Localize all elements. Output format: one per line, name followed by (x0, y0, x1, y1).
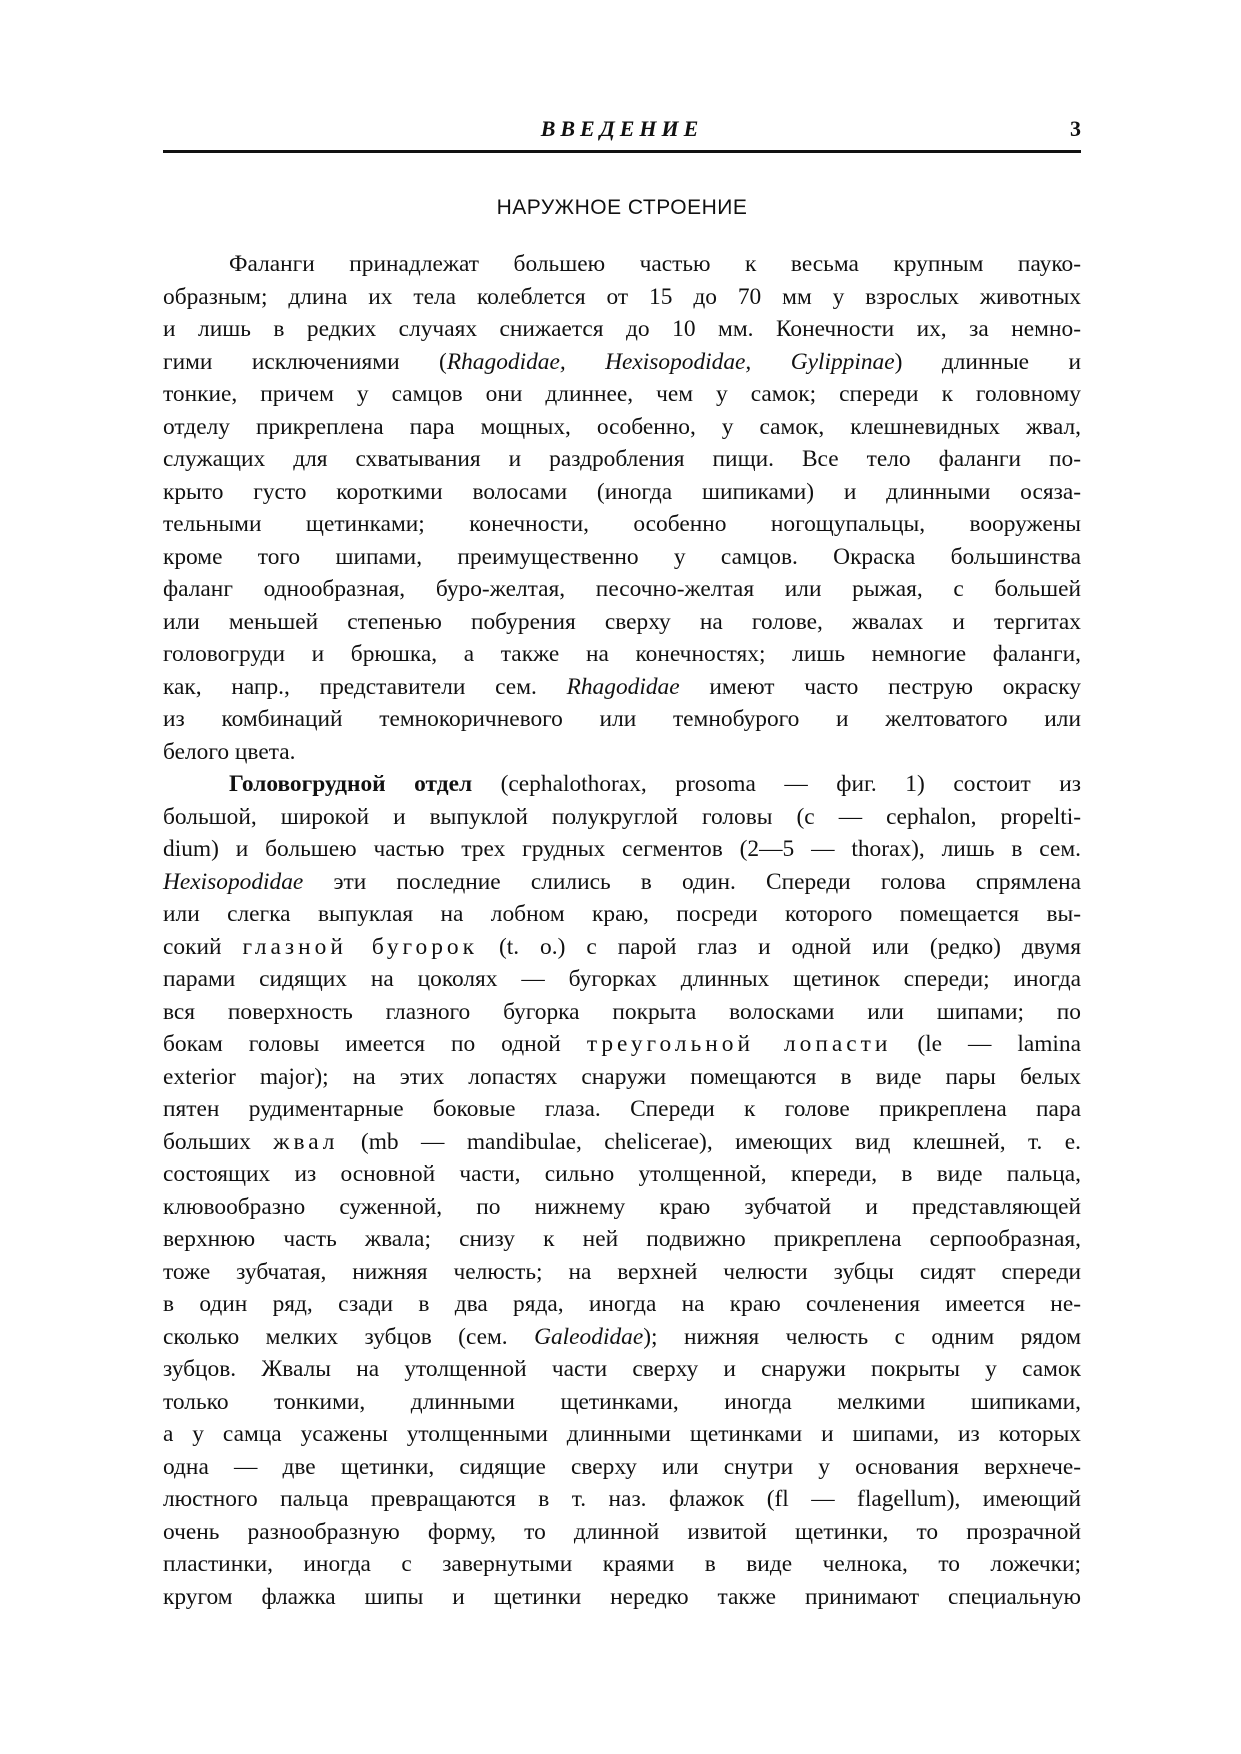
body-text (163, 248, 1081, 1613)
text-line: а у самца усажены утолщенными длинными щетинками и шипами, из которых (163, 1421, 1081, 1447)
section-title: НАРУЖНОЕ СТРОЕНИЕ (496, 196, 748, 219)
text-line: крыто густо короткими волосами (иногда шипиками) и длинными осяза- (163, 478, 1081, 505)
text-line: люстного пальца превращаются в т. наз. флажок (fl — flagellum), имеющий (163, 1486, 1081, 1512)
text-line: кругом флажка шипы и щетинки нередко также принимают специальную (163, 1583, 1081, 1610)
text-line: сколько мелких зубцов (сем. Galeodidae); нижняя челюсть с одним рядом (163, 1323, 1082, 1350)
text-line: кроме того шипами, преимущественно у самцов. Окраска большинства (163, 543, 1081, 570)
text-line: в один ряд, сзади в два ряда, иногда на краю сочленения имеется не- (163, 1291, 1081, 1317)
taxon-name: Hexisopodidae (163, 868, 304, 895)
term-spaced: глазной бугорок (242, 933, 478, 960)
text-line: тоже зубчатая, нижняя челюсть; на верхней челюсти зубцы сидят спереди (163, 1258, 1081, 1285)
text-line: как, напр., представители сем. Rhagodidae имеют часто пеструю окраску (163, 673, 1081, 700)
text-line: пластинки, иногда с завернутыми краями в виде челнока, то ложечки; (163, 1551, 1081, 1577)
text-line: Головогрудной отдел (cephalothorax, prosoma — фиг. 1) состоит из (229, 771, 1082, 797)
text-line: из комбинаций темнокоричневого или темнобурого и желтоватого или (163, 706, 1081, 732)
page-number: 3 (1070, 116, 1081, 141)
text-line: тельными щетинками; конечности, особенно ногощупальцы, вооружены (163, 511, 1081, 537)
header-rule (163, 150, 1081, 153)
text-line: образным; длина их тела колеблется от 15 до 70 мм у взрослых животных (163, 283, 1081, 310)
text-line: или меньшей степенью побурения сверху на голове, жвалах и тергитах (163, 608, 1081, 635)
text-line: белого цвета. (163, 738, 296, 765)
taxon-names: Rhagodidae, Hexisopodidae, Gylippinae (446, 348, 895, 375)
taxon-name: Galeodidae (534, 1323, 644, 1350)
text-line: гими исключениями (Rhagodidae, Hexisopodidae, Gylippinae) длинные и (163, 348, 1081, 375)
text-line: фаланг однообразная, буро-желтая, песочно-желтая или рыжая, с большей (163, 576, 1081, 602)
text-line: парами сидящих на цоколях — бугорках длинных щетинок спереди; иногда (163, 966, 1081, 992)
term-spaced: треугольной лопасти (586, 1031, 892, 1057)
text-line: служащих для схватывания и раздробления пищи. Все тело фаланги по- (163, 446, 1081, 472)
text-line: большой, широкой и выпуклой полукруглой головы (c — cephalon, propelti- (163, 803, 1081, 830)
text-line: и лишь в редких случаях снижается до 10 мм. Конечности их, за немно- (163, 316, 1081, 342)
text-line: только тонкими, длинными щетинками, иногда мелкими шипиками, (163, 1388, 1081, 1415)
term-bold: Головогрудной отдел (229, 771, 473, 797)
text-line: dium) и большею частью трех грудных сегментов (2—5 — thorax), лишь в сем. (163, 836, 1081, 862)
text-line: или слегка выпуклая на лобном краю, посреди которого помещается вы- (163, 901, 1081, 927)
text-line: состоящих из основной части, сильно утолщенной, кпереди, в виде пальца, (163, 1161, 1081, 1187)
text-line: тонкие, причем у самцов они длиннее, чем у самок; спереди к головному (163, 381, 1081, 407)
text-line: Hexisopodidae эти последние слились в один. Спереди голова спрямлена (163, 868, 1081, 895)
text-line: сокий глазной бугорок (t. o.) с парой глаз и одной или (редко) двумя (163, 933, 1081, 960)
text-line: Фаланги принадлежат большею частью к весьма крупным пауко- (229, 251, 1081, 277)
text-line: головогруди и брюшка, а также на конечностях; лишь немногие фаланги, (163, 641, 1081, 667)
term-spaced: жвал (273, 1128, 339, 1155)
text-line: больших жвал (mb — mandibulae, chelicerae), имеющих вид клешней, т. е. (163, 1128, 1081, 1155)
text-line: верхнюю часть жвала; снизу к ней подвижно прикреплена серпообразная, (163, 1226, 1081, 1252)
text-line: бокам головы имеется по одной треугольной лопасти (le — lamina (163, 1031, 1082, 1057)
running-head (163, 116, 1081, 152)
text-line: exterior major); на этих лопастях снаружи помещаются в виде пары белых (163, 1063, 1081, 1090)
text-line: пятен рудиментарные боковые глаза. Спереди к голове прикреплена пара (163, 1096, 1081, 1122)
text-line: клювообразно суженной, по нижнему краю зубчатой и представляющей (163, 1193, 1081, 1220)
text-line: вся поверхность глазного бугорка покрыта волосками или шипами; по (163, 998, 1081, 1025)
text-line: отделу прикреплена пара мощных, особенно, у самок, клешневидных жвал, (163, 413, 1081, 440)
text-line: одна — две щетинки, сидящие сверху или снутри у основания верхнече- (163, 1453, 1081, 1480)
running-title: ВВЕДЕНИЕ (540, 116, 704, 141)
taxon-name: Rhagodidae (566, 673, 680, 700)
text-line: очень разнообразную форму, то длинной извитой щетинки, то прозрачной (163, 1518, 1081, 1545)
text-line: зубцов. Жвалы на утолщенной части сверху и снаружи покрыты у самок (163, 1356, 1081, 1382)
